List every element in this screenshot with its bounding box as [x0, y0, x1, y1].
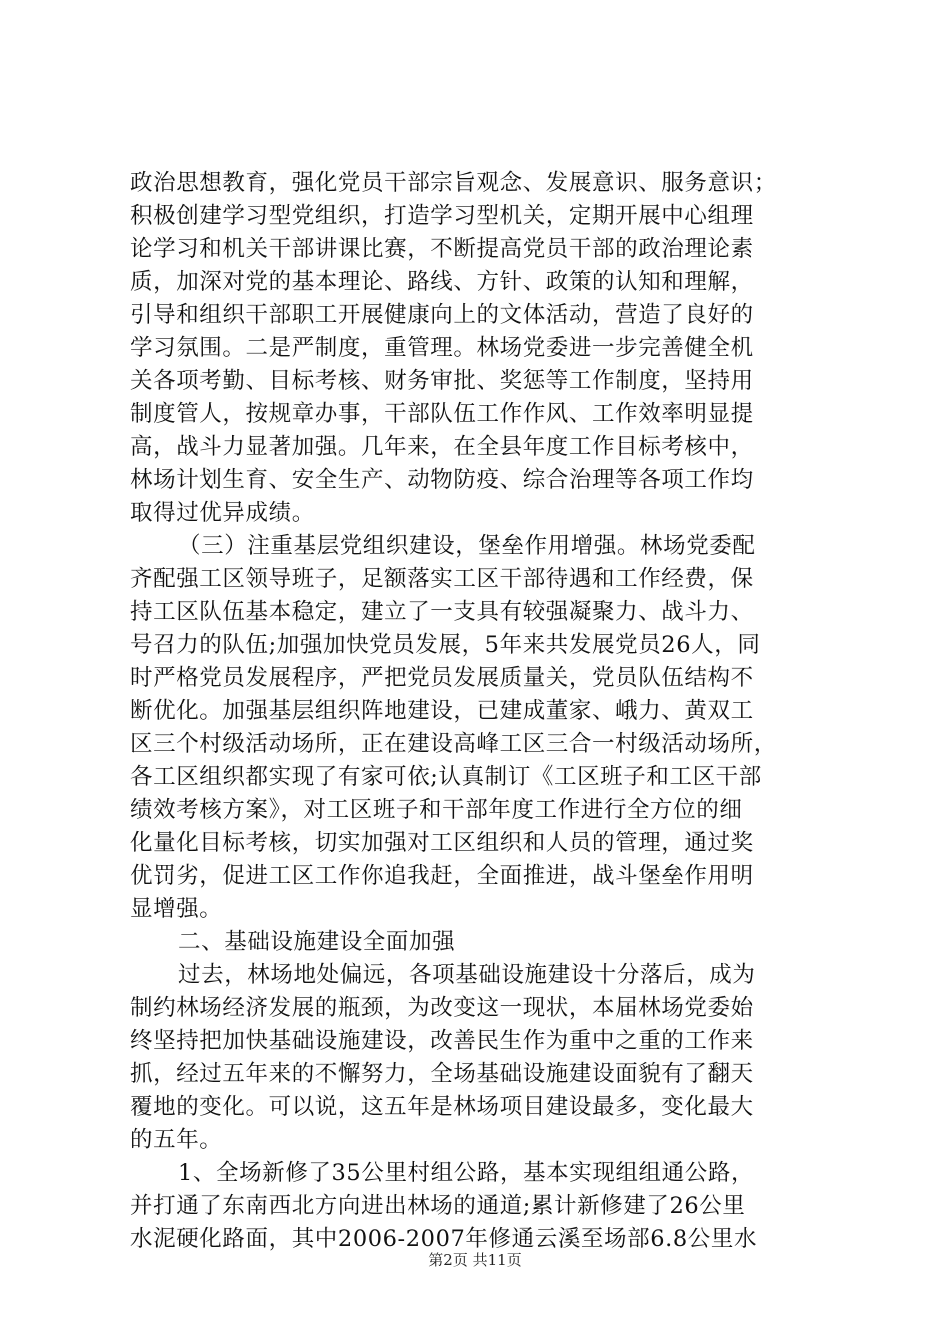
- text-line: 绩效考核方案》，对工区班子和干部年度工作进行全方位的细: [130, 797, 743, 823]
- text-line: 断优化。加强基层组织阵地建设，已建成董家、峨力、黄双工: [130, 698, 754, 724]
- text-line: 的五年。: [130, 1127, 223, 1153]
- text-line: 化量化目标考核，切实加强对工区组织和人员的管理，通过奖: [130, 830, 754, 856]
- document-body: [130, 167, 835, 1256]
- page-number-footer: 第2页 共11页: [428, 1251, 522, 1269]
- text-line: 取得过优异成绩。: [130, 500, 315, 526]
- text-line: 林场计划生育、安全生产、动物防疫、综合治理等各项工作均: [130, 467, 754, 493]
- text-line: 齐配强工区领导班子，足额落实工区干部待遇和工作经费，保: [130, 566, 754, 592]
- text-line: 水泥硬化路面，其中2006-2007年修通云溪至场部6.8公里水: [130, 1226, 758, 1252]
- text-line: 制约林场经济发展的瓶颈，为改变这一现状，本届林场党委始: [130, 995, 754, 1021]
- text-line: 号召力的队伍;加强加快党员发展，5年来共发展党员26人，同: [130, 632, 761, 658]
- text-line: 过去，林场地处偏远，各项基础设施建设十分落后，成为: [178, 962, 756, 988]
- text-line: 政治思想教育，强化党员干部宗旨观念、发展意识、服务意识；: [130, 170, 777, 196]
- text-line: 1、全场新修了35公里村组公路，基本实现组组通公路，: [178, 1160, 755, 1186]
- text-line: （三）注重基层党组织建设，堡垒作用增强。林场党委配: [178, 533, 756, 559]
- text-line: 质，加深对党的基本理论、路线、方针、政策的认知和理解，: [130, 269, 754, 295]
- text-line: 优罚劣，促进工区工作你追我赶，全面推进，战斗堡垒作用明: [130, 863, 754, 889]
- text-line: 覆地的变化。可以说，这五年是林场项目建设最多，变化最大: [130, 1094, 754, 1120]
- text-line: 显增强。: [130, 896, 223, 922]
- text-line: 学习氛围。二是严制度，重管理。林场党委进一步完善健全机: [130, 335, 754, 361]
- text-line: 制度管人，按规章办事，干部队伍工作作风、工作效率明显提: [130, 401, 754, 427]
- text-line: 终坚持把加快基础设施建设，改善民生作为重中之重的工作来: [130, 1028, 754, 1054]
- text-line: 抓，经过五年来的不懈努力，全场基础设施建设面貌有了翻天: [130, 1061, 754, 1087]
- text-line: 并打通了东南西北方向进出林场的通道;累计新修建了26公里: [130, 1193, 746, 1219]
- text-line: 各工区组织都实现了有家可依;认真制订《工区班子和工区干部: [130, 764, 762, 790]
- text-line: 区三个村级活动场所，正在建设高峰工区三合一村级活动场所，: [130, 731, 777, 757]
- text-line: 关各项考勤、目标考核、财务审批、奖惩等工作制度，坚持用: [130, 368, 754, 394]
- text-line: 时严格党员发展程序，严把党员发展质量关，党员队伍结构不: [130, 665, 754, 691]
- text-line: 二、基础设施建设全面加强: [178, 929, 456, 955]
- text-line: 积极创建学习型党组织，打造学习型机关，定期开展中心组理: [130, 203, 754, 229]
- text-line: 高，战斗力显著加强。几年来，在全县年度工作目标考核中，: [130, 434, 754, 460]
- text-line: 持工区队伍基本稳定，建立了一支具有较强凝聚力、战斗力、: [130, 599, 754, 625]
- text-line: 引导和组织干部职工开展健康向上的文体活动，营造了良好的: [130, 302, 754, 328]
- text-line: 论学习和机关干部讲课比赛，不断提高党员干部的政治理论素: [130, 236, 754, 262]
